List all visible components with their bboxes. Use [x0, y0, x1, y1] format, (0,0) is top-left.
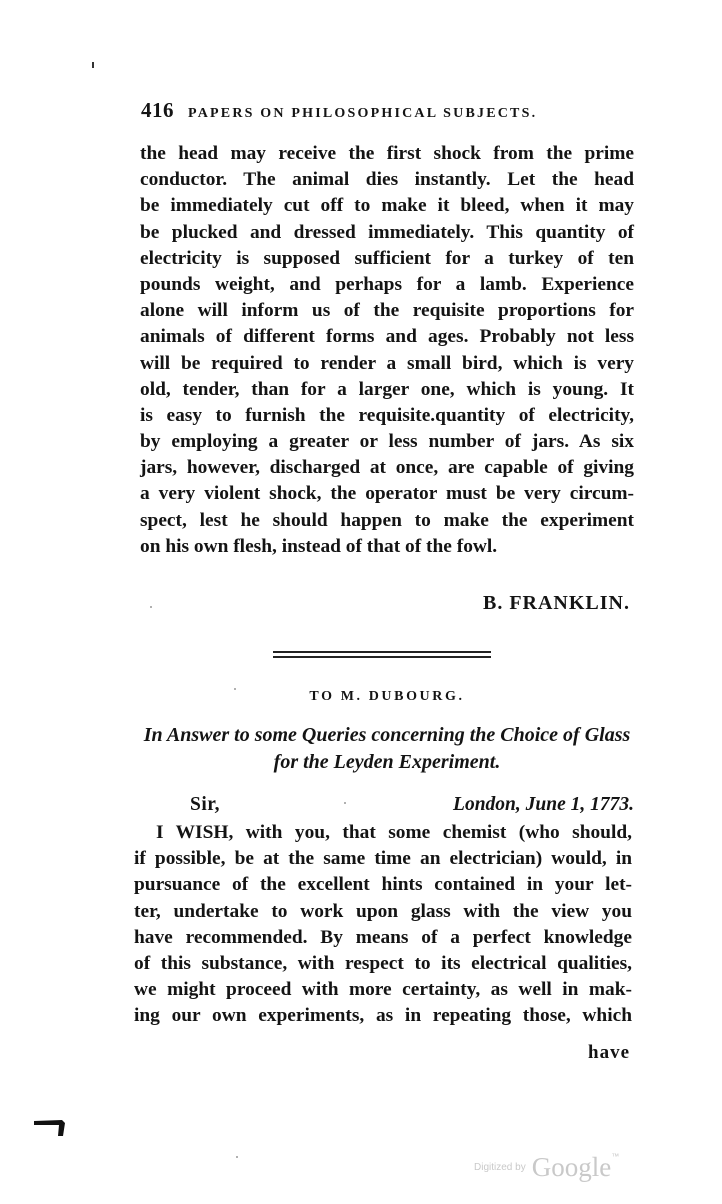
text-line: will be required to render a small bird, which is very: [140, 352, 634, 374]
text-line: old, tender, than for a larger one, which is young. It: [140, 378, 634, 400]
text-line: a very violent shock, the operator must be very circum-: [140, 483, 634, 505]
subtitle-line: for the Leyden Experiment.: [273, 751, 501, 773]
paper-speck: [236, 1156, 238, 1158]
text-line: have recommended. By means of a perfect knowledge: [134, 926, 632, 948]
subtitle-line: In Answer to some Queries concerning the Choice of Glass: [143, 724, 631, 746]
letter-body: [134, 820, 632, 1030]
text-line: be plucked and dressed immediately. This quantity of: [140, 221, 634, 243]
text-line: I WISH, with you, that some chemist (who should,: [156, 822, 632, 843]
text-line: pounds weight, and perhaps for a lamb. Experience: [140, 273, 634, 295]
paper-speck: [234, 688, 236, 690]
text-line: electricity is supposed sufficient for a turkey of ten: [140, 247, 634, 269]
paragraph-continued: [140, 141, 634, 560]
page-header: [141, 98, 641, 128]
section-divider-rule: [273, 651, 491, 653]
page-corner-mark-icon: [32, 1115, 68, 1137]
signature: B. FRANKLIN.: [482, 592, 630, 614]
text-line: spect, lest he should happen to make the experiment: [140, 509, 634, 531]
text-line: alone will inform us of the requisite proportions for: [140, 300, 634, 322]
watermark-prefix: Digitized by: [474, 1162, 526, 1173]
text-line: animals of different forms and ages. Probably not less: [140, 326, 634, 348]
text-line: jars, however, discharged at once, are capable of giving: [140, 457, 634, 479]
text-line: ter, undertake to work upon glass with the view you: [134, 900, 632, 922]
text-line: pursuance of the excellent hints contained in your let-: [134, 874, 632, 896]
digitized-watermark: [474, 1152, 634, 1184]
place-date: London, June 1, 1773.: [453, 794, 634, 815]
catchword: have: [588, 1042, 630, 1063]
letter-subtitle: [130, 722, 644, 776]
text-line: ing our own experiments, as in repeating those, which: [134, 1005, 632, 1027]
text-line: the head may receive the first shock from the prime: [140, 143, 634, 164]
running-head: PAPERS ON PHILOSOPHICAL SUBJECTS.: [188, 106, 538, 121]
text-line: is easy to furnish the requisite.quantity of electricity,: [140, 404, 634, 426]
letter-heading: TO M. DUBOURG.: [309, 689, 465, 704]
salutation: Sir,: [190, 794, 221, 815]
paper-speck: [150, 606, 152, 608]
text-line: of this substance, with respect to its electrical qualities,: [134, 952, 632, 974]
salutation-line: [190, 794, 634, 820]
text-line: on his own flesh, instead of that of the fowl.: [140, 535, 498, 557]
text-line: we might proceed with more certainty, as well in mak-: [134, 979, 632, 1001]
text-line: if possible, be at the same time an electrician) would, in: [134, 848, 632, 870]
trademark-icon: ™: [611, 1152, 620, 1161]
stray-ink-mark: [92, 62, 94, 68]
page-number: 416: [141, 98, 174, 122]
text-line: by employing a greater or less number of jars. As six: [140, 431, 634, 453]
watermark-brand: Google: [531, 1152, 612, 1182]
paper-speck: [344, 802, 346, 804]
text-line: be immediately cut off to make it bleed, when it may: [140, 195, 634, 217]
text-line: conductor. The animal dies instantly. Let the head: [140, 169, 634, 191]
section-divider-rule: [273, 656, 491, 658]
